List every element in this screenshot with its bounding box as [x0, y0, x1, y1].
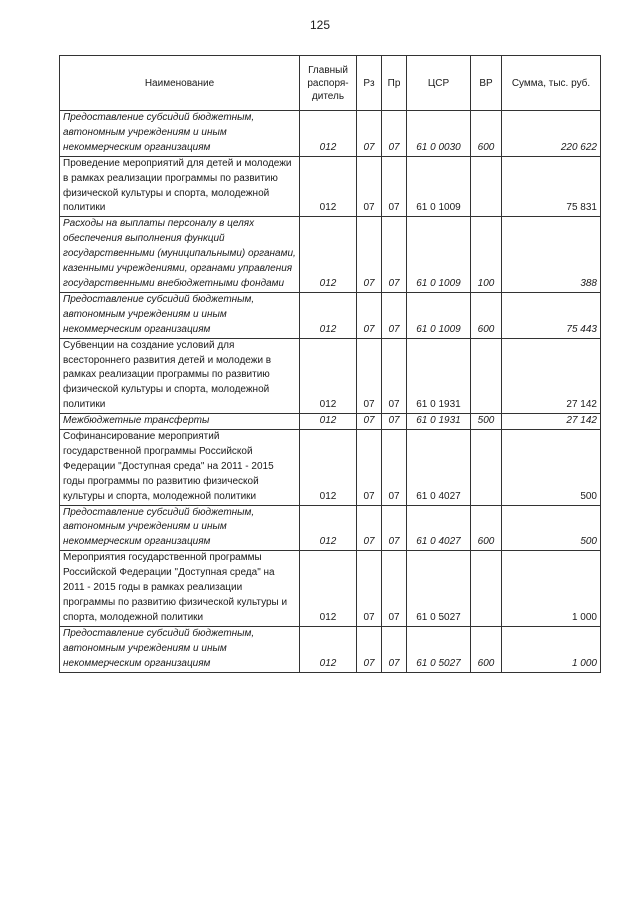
cell-csr: 61 0 4027: [407, 430, 471, 506]
cell-name: Предоставление субсидий бюджетным, автономным учреждениям и иным некоммерческим организациям: [60, 111, 300, 157]
cell-admin: 012: [300, 111, 357, 157]
cell-vr: 600: [471, 505, 502, 551]
cell-pr: 07: [382, 111, 407, 157]
cell-admin: 012: [300, 156, 357, 217]
page-number: 125: [309, 18, 331, 32]
cell-rz: 07: [357, 626, 382, 672]
cell-pr: 07: [382, 551, 407, 627]
cell-admin: 012: [300, 338, 357, 414]
budget-table: [59, 55, 601, 673]
cell-rz: 07: [357, 505, 382, 551]
table-row: [60, 156, 601, 217]
cell-csr: 61 0 5027: [407, 551, 471, 627]
cell-csr: 61 0 1009: [407, 217, 471, 293]
cell-rz: 07: [357, 111, 382, 157]
cell-admin: 012: [300, 414, 357, 430]
cell-name: Субвенции на создание условий для всестороннего развития детей и молодежи в рамках реализации программы по развитию физической культуры и спорта, молодежной политики: [60, 338, 300, 414]
table-row: [60, 292, 601, 338]
cell-sum: 1 000: [502, 626, 601, 672]
cell-admin: 012: [300, 551, 357, 627]
cell-rz: 07: [357, 414, 382, 430]
table-row: [60, 551, 601, 627]
cell-pr: 07: [382, 156, 407, 217]
cell-csr: 61 0 4027: [407, 505, 471, 551]
cell-name: Предоставление субсидий бюджетным, автономным учреждениям и иным некоммерческим организациям: [60, 292, 300, 338]
cell-sum: 27 142: [502, 414, 601, 430]
table-row: [60, 111, 601, 157]
table-body: [60, 111, 601, 673]
cell-name: Межбюджетные трансферты: [60, 414, 300, 430]
table-row: [60, 217, 601, 293]
cell-sum: 75 443: [502, 292, 601, 338]
table-row: [60, 430, 601, 506]
cell-vr: [471, 338, 502, 414]
cell-name: Предоставление субсидий бюджетным, автономным учреждениям и иным некоммерческим организациям: [60, 505, 300, 551]
cell-csr: 61 0 0030: [407, 111, 471, 157]
cell-name: Расходы на выплаты персоналу в целях обеспечения выполнения функций государственными (муниципальными) органами, казенными учреждениями, органами управления государственными внебюджетными фондами: [60, 217, 300, 293]
cell-admin: 012: [300, 430, 357, 506]
cell-pr: 07: [382, 430, 407, 506]
cell-vr: [471, 156, 502, 217]
cell-csr: 61 0 1009: [407, 156, 471, 217]
cell-vr: [471, 551, 502, 627]
cell-pr: 07: [382, 338, 407, 414]
table-row: [60, 505, 601, 551]
header-pr: Пр: [382, 56, 407, 111]
header-name: Наименование: [60, 56, 300, 111]
cell-csr: 61 0 5027: [407, 626, 471, 672]
cell-rz: 07: [357, 551, 382, 627]
cell-pr: 07: [382, 505, 407, 551]
cell-admin: 012: [300, 505, 357, 551]
cell-sum: 220 622: [502, 111, 601, 157]
cell-csr: 61 0 1009: [407, 292, 471, 338]
table-row: [60, 626, 601, 672]
header-csr: ЦСР: [407, 56, 471, 111]
cell-name: Софинансирование мероприятий государственной программы Российской Федерации "Доступная среда" на 2011 - 2015 годы программы по развитию физической культуры и спорта, молодежной политики: [60, 430, 300, 506]
cell-name: Предоставление субсидий бюджетным, автономным учреждениям и иным некоммерческим организациям: [60, 626, 300, 672]
header-vr: ВР: [471, 56, 502, 111]
cell-pr: 07: [382, 292, 407, 338]
cell-pr: 07: [382, 626, 407, 672]
cell-name: Мероприятия государственной программы Российской Федерации "Доступная среда" на 2011 - 2015 годы в рамках реализации программы по развитию физической культуры и спорта, молодежной политики: [60, 551, 300, 627]
cell-vr: 100: [471, 217, 502, 293]
cell-vr: 600: [471, 111, 502, 157]
cell-rz: 07: [357, 156, 382, 217]
cell-sum: 500: [502, 430, 601, 506]
cell-vr: 500: [471, 414, 502, 430]
cell-sum: 1 000: [502, 551, 601, 627]
header-admin: Главный распоря-дитель: [300, 56, 357, 111]
cell-sum: 500: [502, 505, 601, 551]
cell-sum: 27 142: [502, 338, 601, 414]
cell-csr: 61 0 1931: [407, 338, 471, 414]
cell-name: Проведение мероприятий для детей и молодежи в рамках реализации программы по развитию физической культуры и спорта, молодежной политики: [60, 156, 300, 217]
header-sum: Сумма, тыс. руб.: [502, 56, 601, 111]
table-row: [60, 338, 601, 414]
header-rz: Рз: [357, 56, 382, 111]
cell-vr: 600: [471, 292, 502, 338]
cell-admin: 012: [300, 292, 357, 338]
cell-rz: 07: [357, 430, 382, 506]
cell-pr: 07: [382, 217, 407, 293]
cell-sum: 388: [502, 217, 601, 293]
cell-sum: 75 831: [502, 156, 601, 217]
cell-pr: 07: [382, 414, 407, 430]
cell-csr: 61 0 1931: [407, 414, 471, 430]
table-row: [60, 414, 601, 430]
table-header-row: [60, 56, 601, 111]
cell-rz: 07: [357, 292, 382, 338]
cell-vr: [471, 430, 502, 506]
cell-rz: 07: [357, 338, 382, 414]
cell-rz: 07: [357, 217, 382, 293]
cell-admin: 012: [300, 217, 357, 293]
cell-vr: 600: [471, 626, 502, 672]
cell-admin: 012: [300, 626, 357, 672]
